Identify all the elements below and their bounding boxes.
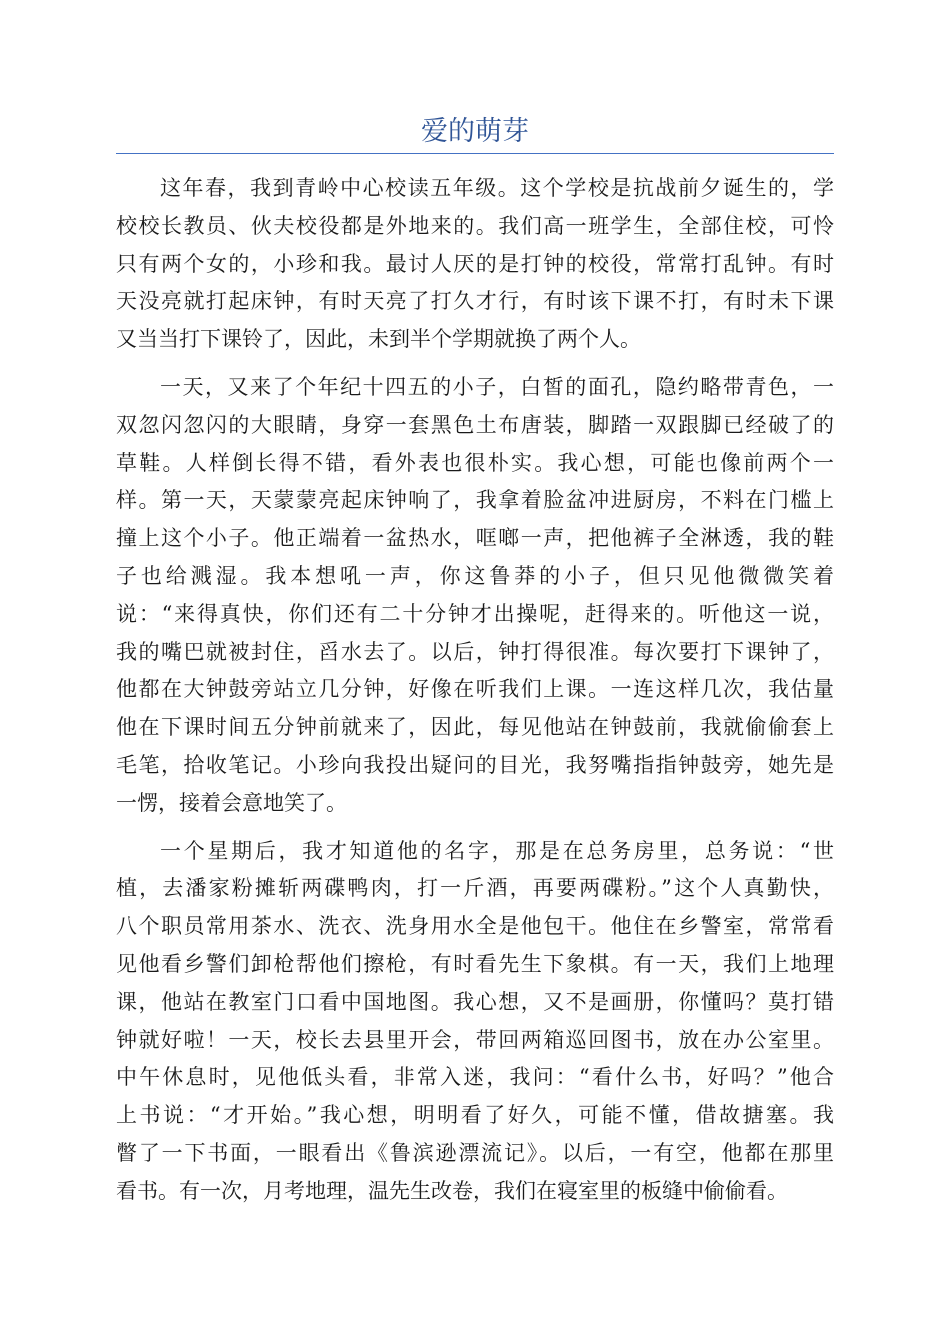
paragraph-line: 一愣，接着会意地笑了。 xyxy=(116,790,347,815)
paragraph-line: 双忽闪忽闪的大眼睛，身穿一套黑色土布唐装，脚踏一双跟脚已经破了的 xyxy=(116,412,834,437)
paragraph-line: 中午休息时，见他低头看，非常入迷，我问：“看什么书，好吗？”他合 xyxy=(116,1065,834,1090)
paragraph-line: 钟就好啦！一天，校长去县里开会，带回两箱巡回图书，放在办公室里。 xyxy=(116,1027,834,1052)
paragraph-line: 只有两个女的，小珍和我。最讨人厌的是打钟的校役，常常打乱钟。有时 xyxy=(116,251,834,276)
paragraph-line: 我的嘴巴就被封住，舀水去了。以后，钟打得很准。每次要打下课钟了， xyxy=(116,639,834,664)
paragraph-line: 植，去潘家粉摊斩两碟鸭肉，打一斤酒，再要两碟粉。”这个人真勤快， xyxy=(116,876,834,901)
paragraph-line: 说：“来得真快，你们还有二十分钟才出操呢，赶得来的。听他这一说， xyxy=(116,601,834,626)
paragraph-line: 八个职员常用茶水、洗衣、洗身用水全是他包干。他住在乡警室，常常看 xyxy=(116,914,834,939)
paragraph xyxy=(116,170,834,359)
paragraph-line: 看书。有一次，月考地理，温先生改卷，我们在寝室里的板缝中偷偷看。 xyxy=(116,1178,788,1203)
paragraph-line: 子也给溅湿。我本想吼一声，你这鲁莽的小子，但只见他微微笑着 xyxy=(116,563,834,588)
paragraph-line: 见他看乡警们卸枪帮他们擦枪，有时看先生下象棋。有一天，我们上地理 xyxy=(116,951,834,976)
paragraph-line: 一天，又来了个年纪十四五的小子，白皙的面孔，隐约略带青色，一 xyxy=(160,374,834,399)
paragraph-line: 天没亮就打起床钟，有时天亮了打久才行，有时该下课不打，有时未下课 xyxy=(116,289,834,314)
paragraph-line: 草鞋。人样倒长得不错，看外表也很朴实。我心想，可能也像前两个一 xyxy=(116,450,834,475)
paragraph-line: 样。第一天，天蒙蒙亮起床钟响了，我拿着脸盆冲进厨房，不料在门槛上 xyxy=(116,488,834,513)
paragraph-line: 他在下课时间五分钟前就来了，因此，每见他站在钟鼓前，我就偷偷套上 xyxy=(116,715,834,740)
paragraph xyxy=(116,369,834,823)
document-body xyxy=(116,170,834,1221)
paragraph-line: 他都在大钟鼓旁站立几分钟，好像在听我们上课。一连这样几次，我估量 xyxy=(116,677,834,702)
paragraph-line: 这年春，我到青岭中心校读五年级。这个学校是抗战前夕诞生的，学 xyxy=(160,176,834,200)
paragraph-line: 一个星期后，我才知道他的名字，那是在总务房里，总务说：“世 xyxy=(160,838,834,863)
paragraph-line: 校校长教员、伙夫校役都是外地来的。我们高一班学生，全部住校，可怜 xyxy=(116,213,834,238)
document-title: 爱的萌芽 xyxy=(421,116,529,147)
paragraph-line: 课，他站在教室门口看中国地图。我心想，又不是画册，你懂吗？莫打错 xyxy=(116,989,834,1014)
paragraph xyxy=(116,833,834,1211)
title-underline xyxy=(116,153,834,154)
paragraph-line: 瞥了一下书面，一眼看出《鲁滨逊漂流记》。以后，一有空，他都在那里 xyxy=(116,1140,834,1165)
paragraph-line: 又当当打下课铃了，因此，未到半个学期就换了两个人。 xyxy=(116,327,641,352)
paragraph-line: 上书说：“才开始。”我心想，明明看了好久，可能不懂，借故搪塞。我 xyxy=(116,1103,834,1128)
paragraph-line: 毛笔，拾收笔记。小珍向我投出疑问的目光，我努嘴指指钟鼓旁，她先是 xyxy=(116,752,834,777)
paragraph-line: 撞上这个小子。他正端着一盆热水，哐啷一声，把他裤子全淋透，我的鞋 xyxy=(116,526,834,551)
